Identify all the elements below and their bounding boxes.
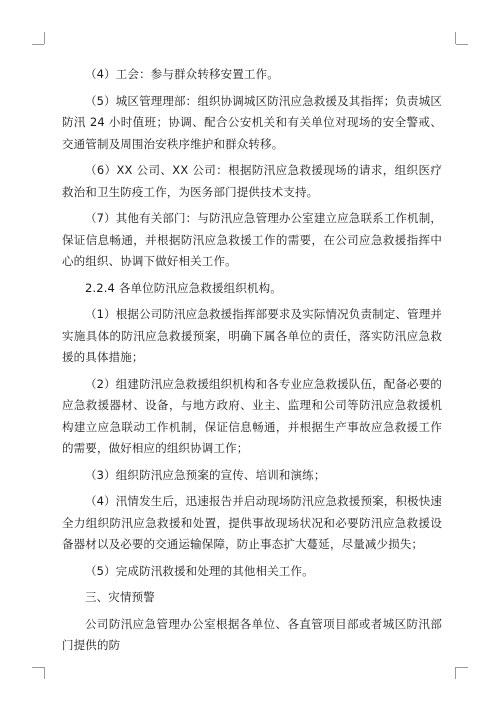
crop-mark-bottom-left-vertical	[44, 667, 45, 679]
paragraph-item-5: （5）完成防汛救援和处理的其他相关工作。	[85, 563, 314, 578]
paragraph-urban-management: （5）城区管理理部：组织协调城区防汛应急救援及其指挥；负责城区防汛 24 小时值班；协调、配合公安机关和有关单位对现场的安全警戒、交通管制及周围治安秩序维护和群众转移。	[62, 93, 442, 151]
paragraph-item-3: （3）组织防汛应急预案的宣传、培训和演练；	[85, 467, 326, 482]
section-heading-2-2-4: 2.2.4 各单位防汛应急救援组织机构。	[85, 280, 282, 295]
paragraph-item-1: （1）根据公司防汛应急救援指挥部要求及实际情况负责制定、管理并实施具体的防汛应急救援预案，明确下属各单位的责任，落实防汛应急救援的具体措施；	[62, 307, 442, 364]
paragraph-trade-union: （4）工会：参与群众转移安置工作。	[85, 67, 279, 81]
paragraph-other-departments: （7）其他有关部门：与防汛应急管理办公室建立应急联系工作机制，保证信息畅通，并根据防汛应急救援工作的需要，在公司应急救援指挥中心的组织、协调下做好相关工作。	[62, 211, 442, 268]
crop-mark-bottom-right-horizontal	[456, 667, 468, 668]
crop-mark-bottom-right-vertical	[455, 667, 456, 679]
paragraph-item-2: （2）组建防汛应急救援组织机构和各专业应急救援队伍，配备必要的应急救援器材、设备，与地方政府、业主、监理和公司等防汛应急救援机构建立应急联动工作机制，保证信息畅通，并根据生产事故应急救援工作的需要，做好相应的组织协调工作；	[62, 376, 442, 455]
paragraph-item-4: （4）汛情发生后，迅速报告并启动现场防汛应急救援预案，积极快速全力组织防汛应急救援和处置，提供事故现场状况和必要防汛应急救援设备器材以及必要的交通运输保障，防止事态扩大蔓延，尽量减少损失；	[62, 494, 442, 551]
crop-mark-bottom-left-horizontal	[32, 667, 44, 668]
crop-mark-top-left-vertical	[44, 32, 45, 44]
crop-mark-top-right-vertical	[455, 32, 456, 44]
crop-mark-top-left-horizontal	[32, 44, 44, 45]
document-body	[62, 64, 442, 662]
section-heading-disaster-warning: 三、灾情预警	[85, 590, 155, 604]
paragraph-warning-intro: 公司防汛应急管理办公室根据各单位、各直管项目部或者城区防汛部门提供的防	[62, 616, 442, 652]
crop-mark-top-right-horizontal	[456, 44, 468, 45]
paragraph-xx-company: （6）XX 公司、XX 公司：根据防汛应急救援现场的请求，组织医疗救治和卫生防疫工作，为医务部门提供技术支持。	[62, 163, 442, 199]
